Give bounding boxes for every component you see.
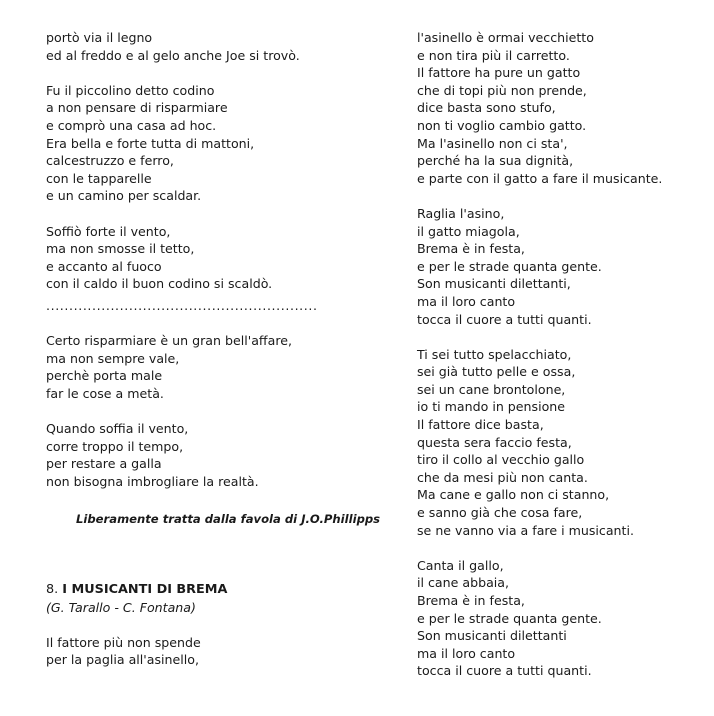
lyric-line: per la paglia all'asinello,: [46, 652, 199, 668]
lyric-line: perché ha la sua dignità,: [417, 153, 574, 169]
lyric-line: Soffiò forte il vento,: [46, 223, 171, 239]
stanza: [46, 29, 366, 64]
stanza: [46, 82, 366, 205]
lyric-line: Ma cane e gallo non ci stanno,: [417, 487, 610, 503]
lyric-line: Il fattore dice basta,: [417, 417, 544, 433]
lyric-line: e accanto al fuoco: [46, 258, 162, 274]
lyric-line: non bisogna imbrogliare la realtà.: [46, 473, 259, 489]
song-number: 8.: [46, 582, 59, 598]
left-column: [46, 29, 381, 669]
lyric-line: Ti sei tutto spelacchiato,: [417, 346, 572, 362]
lyric-line: far le cose a metà.: [46, 385, 164, 401]
lyric-line: ed al freddo e al gelo anche Joe si trovò.: [46, 47, 300, 63]
lyric-line: l'asinello è ormai vecchietto: [417, 30, 594, 45]
lyric-line: tiro il collo al vecchio gallo: [417, 452, 585, 468]
lyric-line: Certo risparmiare è un gran bell'affare,: [46, 333, 292, 349]
lyric-line: e un camino per scaldar.: [46, 188, 202, 204]
lyric-line: e per le strade quanta gente.: [417, 610, 602, 626]
lyric-line: Son musicanti dilettanti,: [417, 276, 571, 292]
song-name: I MUSICANTI DI BREMA: [62, 582, 228, 598]
lyric-line: io ti mando in pensione: [417, 399, 566, 415]
lyric-line: calcestruzzo e ferro,: [46, 153, 174, 169]
lyric-line: e parte con il gatto a fare il musicante.: [417, 170, 663, 186]
lyric-line: e sanno già che cosa fare,: [417, 505, 583, 521]
song-title: [46, 581, 366, 599]
lyric-line: Ma l'asinello non ci sta',: [417, 135, 568, 151]
lyric-line: Brema è in festa,: [417, 241, 525, 257]
lyric-line: ma il loro canto: [417, 645, 516, 661]
left-bottom-stanzas: [46, 332, 366, 490]
right-stanzas: [417, 29, 707, 680]
stanza: [46, 420, 366, 490]
lyric-line: Brema è in festa,: [417, 593, 525, 608]
lyric-line: e non tira più il carretto.: [417, 47, 570, 63]
lyric-line: perchè porta male: [46, 368, 163, 384]
lyric-line: sei già tutto pelle e ossa,: [417, 364, 576, 380]
lyric-line: e per le strade quanta gente.: [417, 258, 602, 274]
lyric-line: portò via il legno: [46, 30, 153, 45]
source-credit: Liberamente tratta dalla favola di J.O.Phillipps: [76, 512, 381, 527]
lyric-line: Son musicanti dilettanti: [417, 628, 567, 644]
lyric-line: con il caldo il buon codino si scaldò.: [46, 276, 273, 292]
lyric-line: se ne vanno via a fare i musicanti.: [417, 522, 634, 538]
lyric-line: non ti voglio cambio gatto.: [417, 117, 587, 133]
lyric-line: corre troppo il tempo,: [46, 438, 184, 454]
lyric-line: e comprò una casa ad hoc.: [46, 117, 217, 133]
lyric-line: ma il loro canto: [417, 293, 516, 309]
lyric-line: ma non smosse il tetto,: [46, 241, 195, 257]
lyric-line: con le tapparelle: [46, 170, 152, 186]
stanza: [46, 223, 366, 293]
lyric-line: il gatto miagola,: [417, 223, 520, 239]
song-first-stanza: [46, 634, 366, 669]
lyric-line: Il fattore ha pure un gatto: [417, 65, 581, 81]
stanza: [46, 332, 366, 402]
lyric-line: Canta il gallo,: [417, 557, 504, 573]
lyric-line: sei un cane brontolone,: [417, 381, 566, 397]
lyric-line: che da mesi più non canta.: [417, 469, 588, 485]
stanza: [417, 346, 707, 540]
song-authors: (G. Tarallo - C. Fontana): [46, 599, 196, 615]
lyric-line: questa sera faccio festa,: [417, 434, 572, 450]
lyric-line: Era bella e forte tutta di mattoni,: [46, 135, 255, 151]
lyric-line: per restare a galla: [46, 456, 162, 472]
stanza: [46, 634, 366, 669]
lyric-line: Il fattore più non spende: [46, 634, 201, 650]
stanza: [417, 557, 707, 680]
lyric-line: dice basta sono stufo,: [417, 100, 556, 116]
left-top-stanzas: [46, 29, 366, 293]
stanza: [417, 205, 707, 328]
lyric-line: tocca il cuore a tutti quanti.: [417, 311, 592, 327]
lyric-line: Quando soffia il vento,: [46, 421, 189, 437]
stanza-separator: ...........................................................: [46, 297, 318, 313]
lyric-line: che di topi più non prende,: [417, 82, 587, 98]
lyric-line: a non pensare di risparmiare: [46, 100, 228, 116]
stanza: [417, 29, 707, 187]
lyric-line: tocca il cuore a tutti quanti.: [417, 663, 592, 679]
right-column: [417, 29, 707, 680]
lyric-line: il cane abbaia,: [417, 575, 510, 591]
lyric-line: Raglia l'asino,: [417, 205, 505, 221]
lyric-line: Fu il piccolino detto codino: [46, 82, 215, 98]
lyric-line: ma non sempre vale,: [46, 350, 180, 366]
